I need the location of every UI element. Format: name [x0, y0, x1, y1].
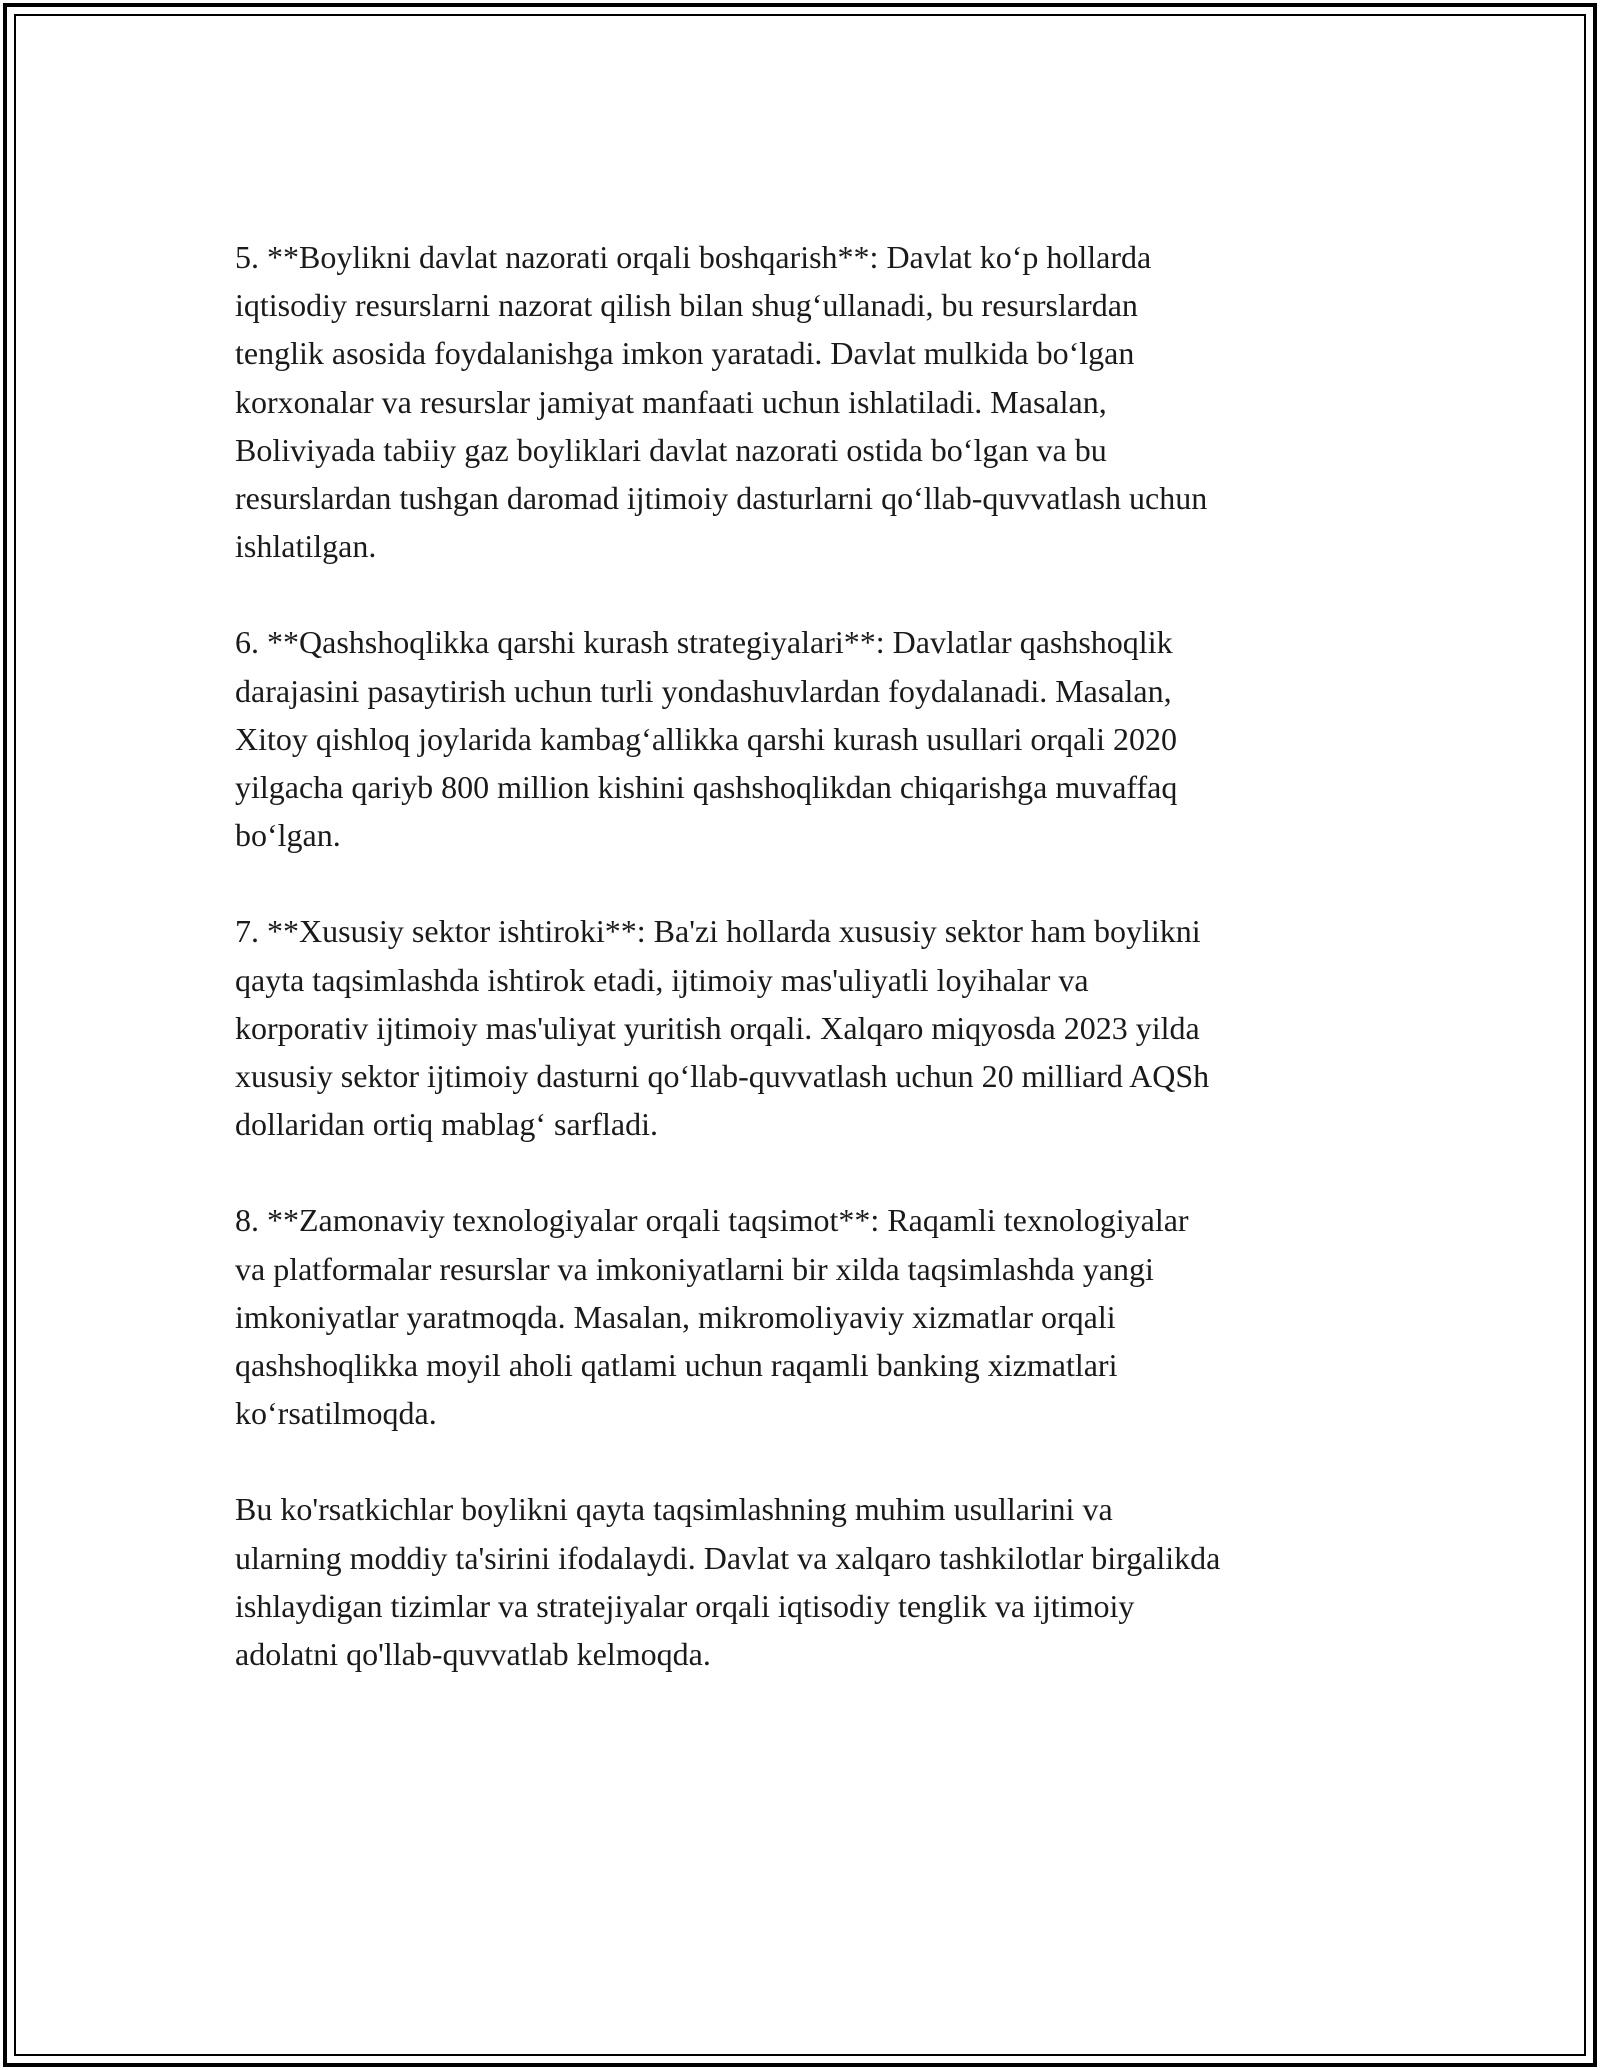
text-line: Boliviyada tabiiy gaz boyliklari davlat nazorati ostida bo‘lgan va bu: [235, 431, 1107, 468]
paragraph-modern-technologies: [235, 1196, 1375, 1437]
text-line: 8. **Zamonaviy texnologiyalar orqali taqsimot**: Raqamli texnologiyalar: [235, 1202, 1189, 1239]
text-line: yilgacha qariyb 800 million kishini qashshoqlikdan chiqarishga muvaffaq: [235, 769, 1178, 806]
paragraph-wealth-state-control: [235, 233, 1375, 570]
text-line: qayta taqsimlashda ishtirok etadi, ijtimoiy mas'uliyatli loyihalar va: [235, 961, 1089, 998]
text-line: bo‘lgan.: [235, 817, 341, 854]
text-line: qashshoqlikka moyil aholi qatlami uchun raqamli banking xizmatlari: [235, 1347, 1118, 1384]
text-line: Bu ko'rsatkichlar boylikni qayta taqsimlashning muhim usullarini va: [235, 1491, 1113, 1528]
text-line: ko‘rsatilmoqda.: [235, 1395, 437, 1432]
text-line: ishlatilgan.: [235, 528, 377, 565]
text-line: dollaridan ortiq mablag‘ sarfladi.: [235, 1106, 658, 1143]
text-line: ishlaydigan tizimlar va stratejiyalar orqali iqtisodiy tenglik va ijtimoiy: [235, 1587, 1135, 1624]
text-line: korporativ ijtimoiy mas'uliyat yuritish orqali. Xalqaro miqyosda 2023 yilda: [235, 1009, 1200, 1046]
text-line: 6. **Qashshoqlikka qarshi kurash strategiyalari**: Davlatlar qashshoqlik: [235, 624, 1173, 661]
paragraph-conclusion: [235, 1485, 1375, 1678]
text-line: imkoniyatlar yaratmoqda. Masalan, mikromoliyaviy xizmatlar orqali: [235, 1298, 1116, 1335]
paragraph-private-sector: [235, 907, 1375, 1148]
text-line: Xitoy qishloq joylarida kambag‘allikka qarshi kurash usullari orqali 2020: [235, 720, 1178, 757]
text-line: ularning moddiy ta'sirini ifodalaydi. Davlat va xalqaro tashkilotlar birgalikda: [235, 1539, 1221, 1576]
text-line: va platformalar resurslar va imkoniyatlarni bir xilda taqsimlashda yangi: [235, 1250, 1154, 1287]
text-line: tenglik asosida foydalanishga imkon yaratadi. Davlat mulkida bo‘lgan: [235, 335, 1135, 372]
text-line: korxonalar va resurslar jamiyat manfaati uchun ishlatiladi. Masalan,: [235, 383, 1107, 420]
paragraph-poverty-strategies: [235, 618, 1375, 859]
text-line: xususiy sektor ijtimoiy dasturni qo‘llab-quvvatlash uchun 20 milliard AQSh: [235, 1058, 1210, 1095]
text-line: iqtisodiy resurslarni nazorat qilish bilan shug‘ullanadi, bu resurslardan: [235, 287, 1138, 324]
text-line: darajasini pasaytirish uchun turli yondashuvlardan foydalanadi. Masalan,: [235, 672, 1172, 709]
document-body: [235, 233, 1375, 1726]
text-line: resurslardan tushgan daromad ijtimoiy dasturlarni qo‘llab-quvvatlash uchun: [235, 480, 1208, 517]
text-line: 5. **Boylikni davlat nazorati orqali boshqarish**: Davlat ko‘p hollarda: [235, 239, 1152, 275]
text-line: 7. **Xususiy sektor ishtiroki**: Ba'zi hollarda xususiy sektor ham boylikni: [235, 913, 1201, 950]
text-line: adolatni qo'llab-quvvatlab kelmoqda.: [235, 1636, 711, 1673]
